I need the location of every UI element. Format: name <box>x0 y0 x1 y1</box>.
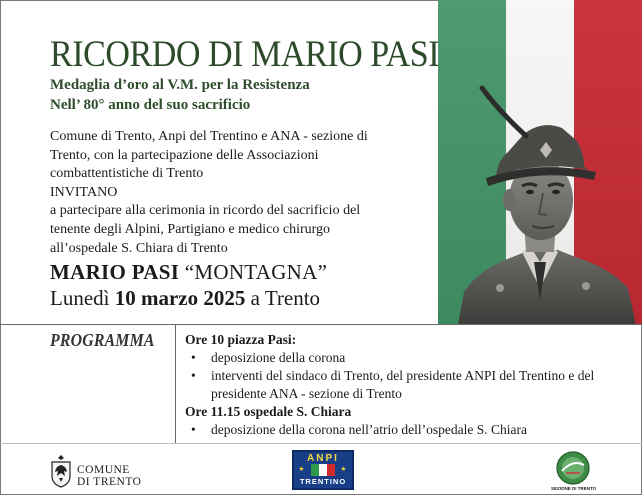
anpi-flag-icon <box>294 463 352 477</box>
ana-logo <box>551 451 597 491</box>
date-prefix: Lunedì <box>50 286 110 310</box>
honoree-nickname: “MONTAGNA” <box>184 260 328 284</box>
comune-line-2: DI TRENTO <box>77 476 142 488</box>
program-divider <box>175 325 176 443</box>
subtitle-medal: Medaglia d’oro al V.M. per la Resistenza <box>50 77 310 93</box>
eagle-crest-icon <box>50 454 72 488</box>
comune-trento-logo <box>50 452 150 490</box>
invitation-line: INVITANO <box>50 184 118 200</box>
invitation-line: Trento, con la partecipazione delle Associazioni <box>50 147 319 163</box>
date-value: 10 marzo 2025 <box>114 286 246 310</box>
program-slot-1-heading: Ore 10 piazza Pasi: <box>185 332 297 347</box>
program-slot-1-list <box>185 349 635 403</box>
program-label: PROGRAMMA <box>50 330 155 350</box>
anpi-bottom-text: TRENTINO <box>299 477 347 486</box>
subtitle-anniversary: Nell’ 80° anno del suo sacrificio <box>50 97 251 113</box>
list-item: • deposizione della corona nell’atrio dell’ospedale S. Chiara <box>185 421 635 439</box>
comune-text <box>77 464 141 488</box>
italian-flag-portrait <box>438 0 642 325</box>
invitation-line: tenente degli Alpini, Partigiano e medico chirurgo <box>50 221 331 237</box>
list-item: • interventi del sindaco di Trento, del presidente ANPI del Trentino e del presidente ANA - sezione di Trento <box>185 367 635 403</box>
program-slot-2-heading: Ore 11.15 ospedale S. Chiara <box>185 404 352 419</box>
portrait-image <box>438 0 642 325</box>
program-details <box>185 331 635 439</box>
ana-emblem-icon <box>553 451 593 485</box>
invitation-line: all’ospedale S. Chiara di Trento <box>50 240 228 256</box>
invitation-text <box>50 128 435 258</box>
invitation-line: Comune di Trento, Anpi del Trentino e ANA - sezione di <box>50 129 368 144</box>
date-suffix: a Trento <box>250 286 321 310</box>
list-item: • deposizione della corona <box>185 349 635 367</box>
honoree-name-text: MARIO PASI <box>50 260 180 284</box>
ana-text: SEZIONE DI TRENTO <box>551 486 597 491</box>
footer-divider <box>0 443 642 444</box>
anpi-logo <box>292 450 354 490</box>
comune-line-1: COMUNE <box>77 464 130 476</box>
invitation-line: combattentistiche di Trento <box>50 166 204 182</box>
event-date <box>50 286 320 311</box>
page-title: RICORDO DI MARIO PASI <box>50 34 440 75</box>
anpi-top-text: ANPI <box>307 453 339 464</box>
honoree-name <box>50 260 327 285</box>
program-slot-2-list <box>185 421 635 439</box>
section-divider <box>0 324 642 325</box>
invitation-line: a partecipare alla cerimonia in ricordo del sacrificio del <box>50 203 361 219</box>
